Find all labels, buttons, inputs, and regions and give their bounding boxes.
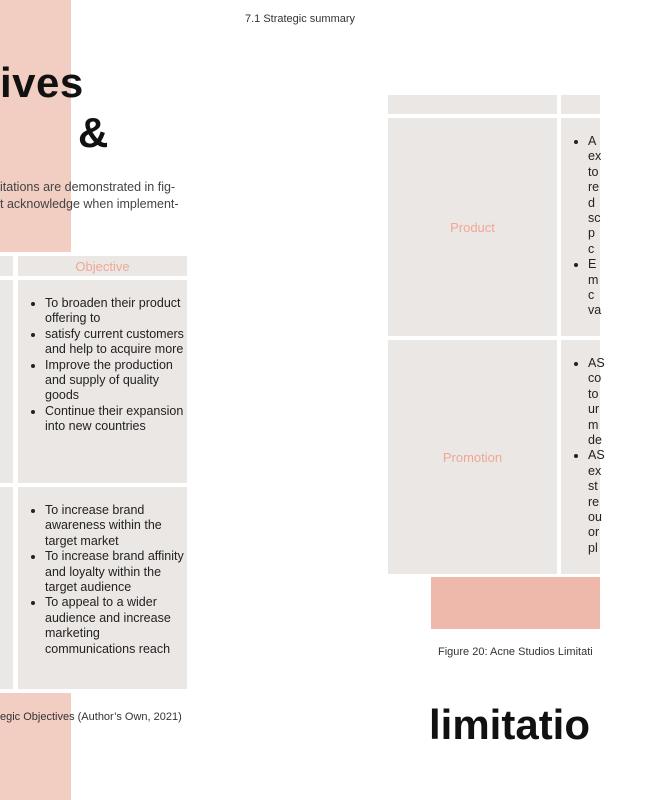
- intro-line: t acknowledge when implement-: [0, 197, 179, 211]
- page-heading-line1: ives: [0, 59, 84, 106]
- table-header-cell-left: [0, 256, 13, 276]
- table-row-label-promotion: Promotion: [388, 340, 557, 574]
- list-item: • Continue their expansion into new countries: [45, 404, 185, 435]
- list-item: • To increase brand awareness within the target market: [45, 503, 185, 549]
- list-item: • E m c va: [588, 257, 648, 319]
- list-item: • AS co to ur m de: [588, 356, 648, 448]
- table-header-objective: Objective: [18, 256, 187, 276]
- table-header-cell: [561, 95, 600, 114]
- table-header-cell: [388, 95, 557, 114]
- section-title: 7.1 Strategic summary: [244, 13, 356, 25]
- pink-accent-block: [431, 577, 600, 629]
- limitations-heading: limitatio: [429, 701, 591, 748]
- table-cell-limitations: [561, 118, 600, 336]
- table-cell-limitations: [561, 340, 605, 574]
- pink-accent-strip-bottom: [0, 693, 71, 800]
- table-cell-objectives: [18, 487, 187, 689]
- table-cell-label: [0, 487, 13, 689]
- list-item: • To appeal to a wider audience and increase marketing communications reach: [45, 595, 185, 657]
- list-item: • Improve the production and supply of quality goods: [45, 358, 185, 404]
- pink-accent-strip: [0, 0, 71, 252]
- table-cell-label: [0, 280, 13, 483]
- table-row-label-product: Product: [388, 118, 557, 336]
- list-item: • AS ex st re ou or pl: [588, 448, 648, 556]
- figure-caption-left: egic Objectives (Author’s Own, 2021): [0, 711, 182, 723]
- list-item: • A ex to re d sc p c: [588, 134, 648, 257]
- list-item: • To broaden their product offering to: [45, 296, 185, 327]
- objective-list: [18, 503, 185, 657]
- objective-list: [18, 296, 185, 435]
- intro-line: itations are demonstrated in fig-: [0, 180, 176, 194]
- table-cell-objectives: [18, 280, 187, 483]
- figure-caption-right: Figure 20: Acne Studios Limitati: [438, 646, 593, 658]
- intro-paragraph: [0, 179, 195, 213]
- list-item: • satisfy current customers and help to acquire more: [45, 327, 185, 358]
- limitation-list: [561, 356, 648, 556]
- list-item: • To increase brand affinity and loyalty within the target audience: [45, 549, 185, 595]
- limitation-list: [561, 134, 648, 319]
- page-heading-line2: &: [78, 109, 109, 156]
